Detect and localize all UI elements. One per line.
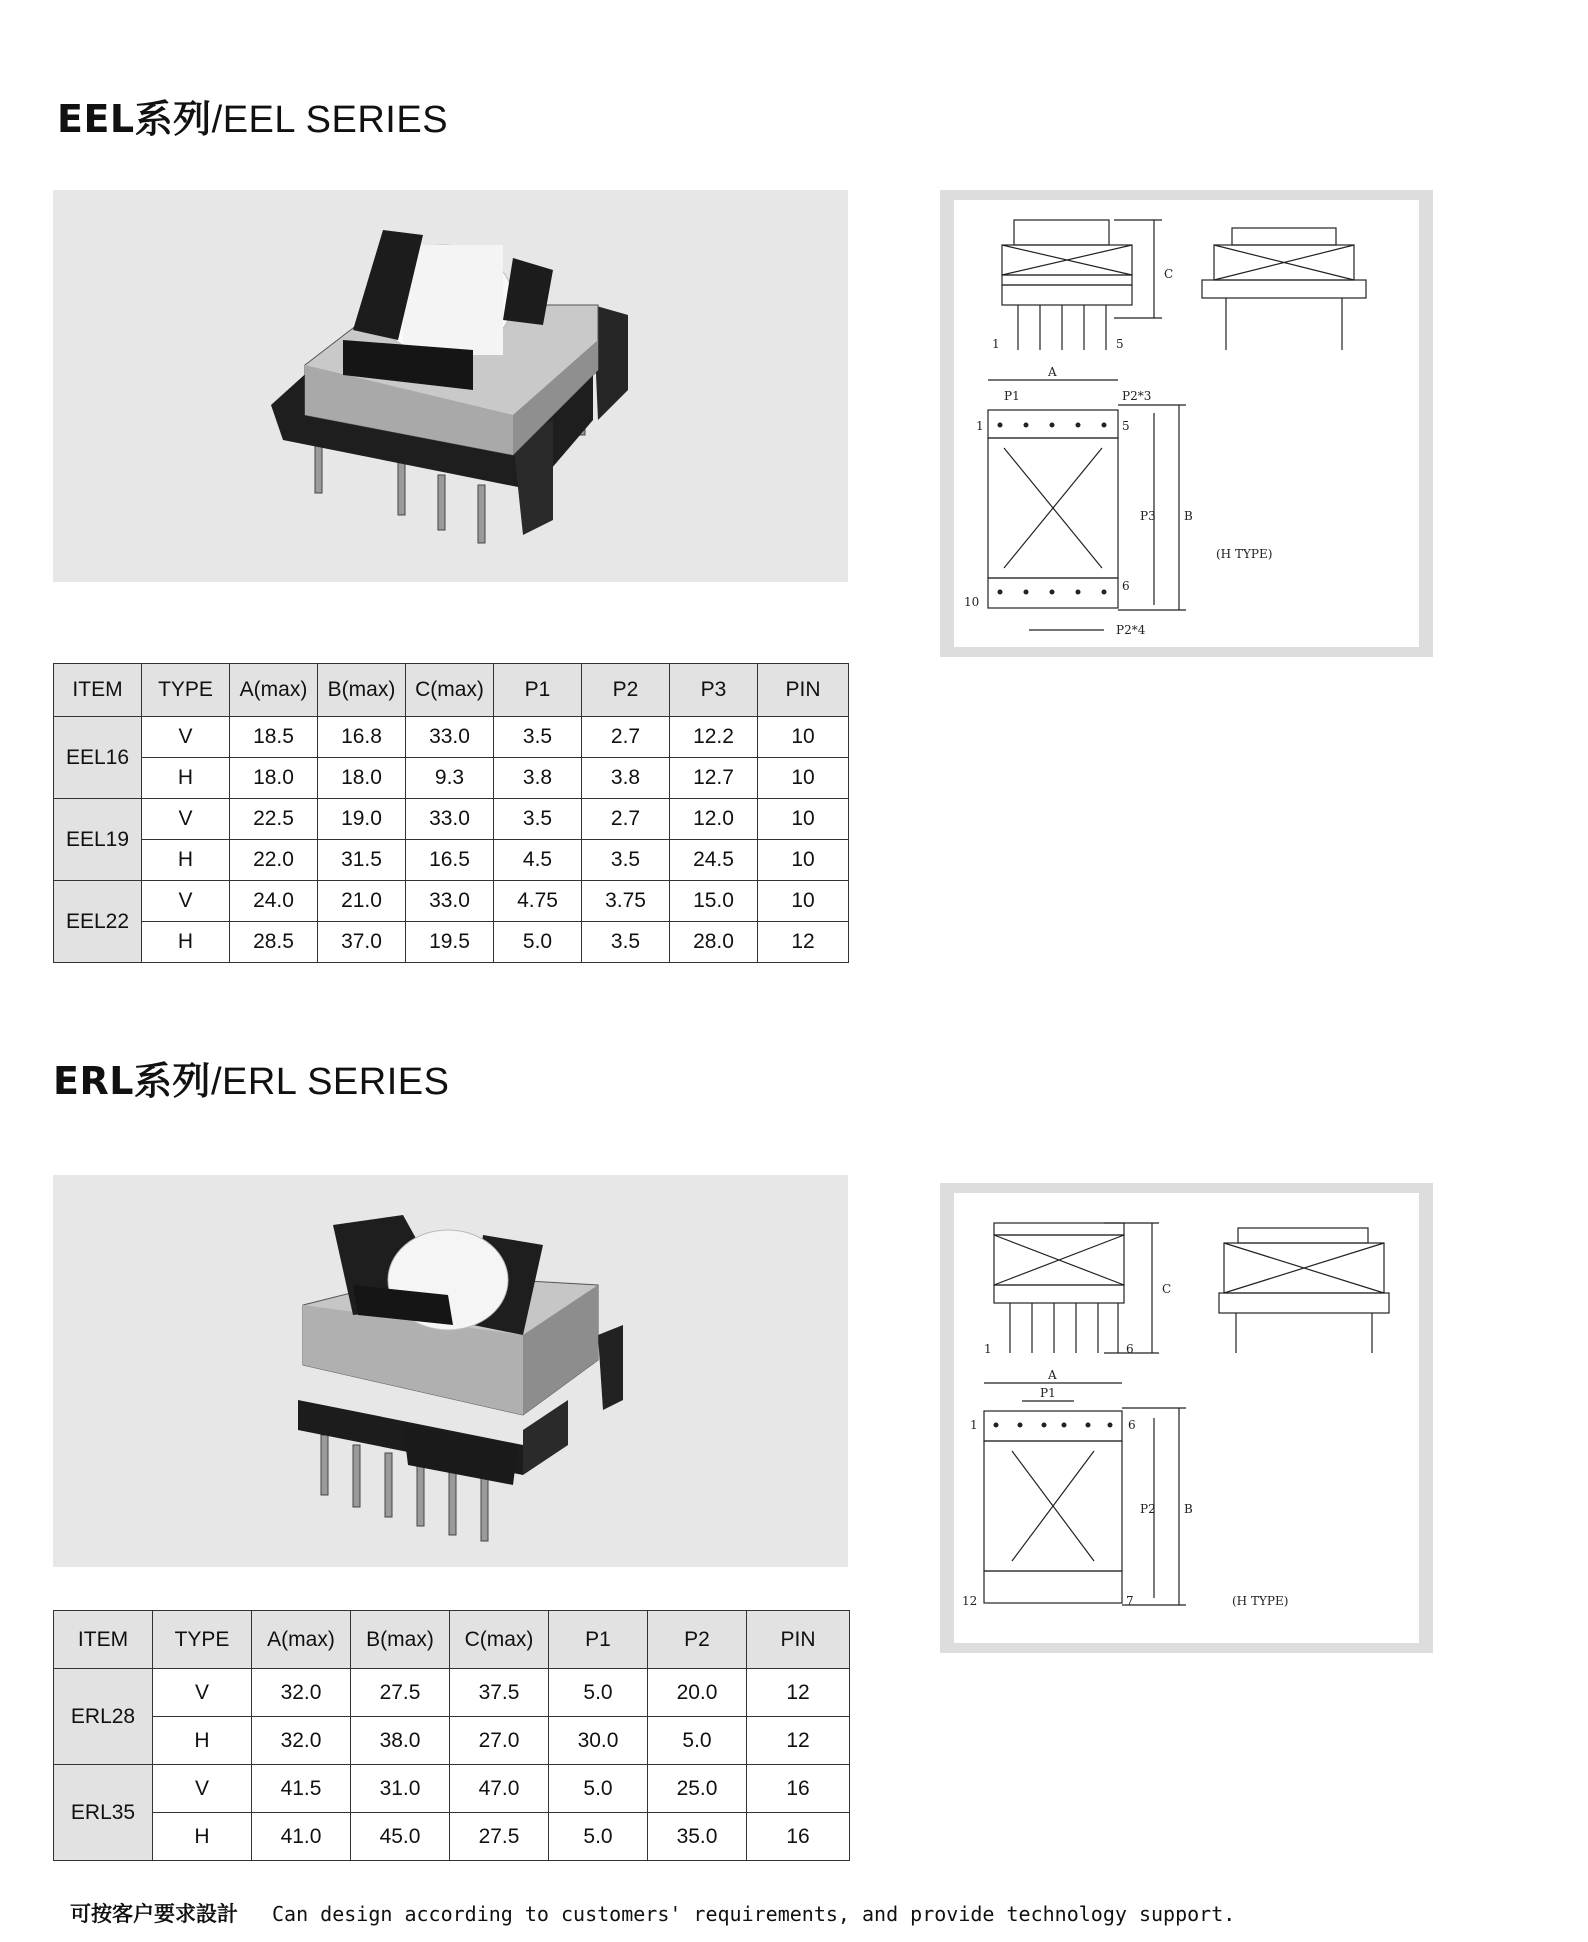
erl-label-top-pin1: 1 [984, 1342, 992, 1356]
value-cell: 3.5 [582, 840, 670, 881]
value-cell: 35.0 [648, 1813, 747, 1861]
eel-header-cell: P2 [582, 664, 670, 717]
value-cell: 18.0 [230, 758, 318, 799]
value-cell: 47.0 [450, 1765, 549, 1813]
value-cell: 37.5 [450, 1669, 549, 1717]
value-cell: 27.5 [450, 1813, 549, 1861]
value-cell: 15.0 [670, 881, 758, 922]
eel-label-top-pin1: 1 [992, 337, 1000, 351]
eel-label-c: C [1164, 267, 1174, 281]
erl-transformer-image [53, 1175, 848, 1567]
value-cell: 41.5 [252, 1765, 351, 1813]
eel-transformer-image [53, 190, 848, 582]
value-cell: 19.0 [318, 799, 406, 840]
value-cell: 16.5 [406, 840, 494, 881]
value-cell: 9.3 [406, 758, 494, 799]
table-row [54, 717, 849, 758]
type-cell: V [142, 717, 230, 758]
value-cell: 16 [747, 1765, 850, 1813]
eel-header-cell: TYPE [142, 664, 230, 717]
value-cell: 28.5 [230, 922, 318, 963]
value-cell: 3.5 [494, 799, 582, 840]
table-row [54, 840, 849, 881]
type-cell: H [142, 922, 230, 963]
value-cell: 10 [758, 881, 849, 922]
type-cell: V [153, 1765, 252, 1813]
type-cell: V [142, 881, 230, 922]
eel-label-a: A [1048, 365, 1057, 379]
eel-header-cell: B(max) [318, 664, 406, 717]
erl-header-cell: ITEM [54, 1611, 153, 1669]
erl-dimension-drawing [940, 1183, 1433, 1653]
table-row [54, 1717, 850, 1765]
value-cell: 12 [758, 922, 849, 963]
value-cell: 33.0 [406, 799, 494, 840]
value-cell: 22.0 [230, 840, 318, 881]
erl-header-cell: P2 [648, 1611, 747, 1669]
value-cell: 12 [747, 1669, 850, 1717]
value-cell: 33.0 [406, 881, 494, 922]
value-cell: 45.0 [351, 1813, 450, 1861]
value-cell: 5.0 [549, 1765, 648, 1813]
value-cell: 3.75 [582, 881, 670, 922]
erl-header-cell: PIN [747, 1611, 850, 1669]
eel-label-h-type: (H TYPE) [1216, 547, 1273, 561]
eel-header-cell: C(max) [406, 664, 494, 717]
value-cell: 5.0 [494, 922, 582, 963]
erl-title-en: /ERL SERIES [210, 1061, 450, 1103]
value-cell: 12.7 [670, 758, 758, 799]
value-cell: 2.7 [582, 799, 670, 840]
erl-label-top-pin6: 6 [1126, 1342, 1134, 1356]
value-cell: 27.5 [351, 1669, 450, 1717]
table-row [54, 758, 849, 799]
eel-label-pin5: 5 [1122, 419, 1130, 433]
erl-header-cell: TYPE [153, 1611, 252, 1669]
item-cell: ERL28 [54, 1669, 153, 1765]
table-row [54, 1669, 850, 1717]
eel-label-pin10: 10 [964, 595, 980, 609]
table-row [54, 1813, 850, 1861]
erl-label-pin12: 12 [962, 1594, 978, 1608]
erl-label-c: C [1162, 1282, 1172, 1296]
erl-title-cn: ERL系列 [53, 1059, 211, 1103]
value-cell: 4.5 [494, 840, 582, 881]
value-cell: 12.0 [670, 799, 758, 840]
eel-drawing-svg [954, 200, 1419, 647]
value-cell: 31.0 [351, 1765, 450, 1813]
type-cell: H [153, 1813, 252, 1861]
value-cell: 21.0 [318, 881, 406, 922]
erl-label-pin6: 6 [1128, 1418, 1136, 1432]
eel-header-cell: ITEM [54, 664, 142, 717]
eel-dimension-drawing [940, 190, 1433, 657]
type-cell: H [142, 840, 230, 881]
erl-header-row [54, 1611, 850, 1669]
value-cell: 18.0 [318, 758, 406, 799]
value-cell: 28.0 [670, 922, 758, 963]
value-cell: 3.5 [582, 922, 670, 963]
type-cell: H [153, 1717, 252, 1765]
erl-label-p2: P2 [1140, 1502, 1156, 1516]
value-cell: 10 [758, 717, 849, 758]
value-cell: 30.0 [549, 1717, 648, 1765]
value-cell: 27.0 [450, 1717, 549, 1765]
eel-label-b: B [1184, 509, 1193, 523]
item-cell: ERL35 [54, 1765, 153, 1861]
eel-label-pin6: 6 [1122, 579, 1130, 593]
type-cell: H [142, 758, 230, 799]
erl-series-title [53, 1050, 449, 1105]
value-cell: 37.0 [318, 922, 406, 963]
type-cell: V [153, 1669, 252, 1717]
value-cell: 5.0 [648, 1717, 747, 1765]
value-cell: 32.0 [252, 1717, 351, 1765]
value-cell: 10 [758, 758, 849, 799]
value-cell: 20.0 [648, 1669, 747, 1717]
value-cell: 32.0 [252, 1669, 351, 1717]
item-cell: EEL22 [54, 881, 142, 963]
erl-header-cell: B(max) [351, 1611, 450, 1669]
value-cell: 16.8 [318, 717, 406, 758]
erl-header-cell: C(max) [450, 1611, 549, 1669]
value-cell: 2.7 [582, 717, 670, 758]
eel-product-photo [53, 190, 848, 582]
value-cell: 19.5 [406, 922, 494, 963]
value-cell: 3.8 [582, 758, 670, 799]
table-row [54, 922, 849, 963]
value-cell: 10 [758, 840, 849, 881]
eel-header-cell: P1 [494, 664, 582, 717]
value-cell: 16 [747, 1813, 850, 1861]
erl-header-cell: A(max) [252, 1611, 351, 1669]
erl-product-photo [53, 1175, 848, 1567]
value-cell: 10 [758, 799, 849, 840]
erl-label-pin7: 7 [1126, 1594, 1134, 1608]
value-cell: 38.0 [351, 1717, 450, 1765]
eel-series-title [57, 88, 448, 143]
eel-label-p1: P1 [1004, 389, 1020, 403]
value-cell: 3.8 [494, 758, 582, 799]
eel-title-en: /EEL SERIES [211, 99, 449, 141]
table-row [54, 1765, 850, 1813]
erl-label-b: B [1184, 1502, 1193, 1516]
eel-title-cn: EEL系列 [57, 97, 212, 141]
eel-header-cell: P3 [670, 664, 758, 717]
table-row [54, 799, 849, 840]
table-row [54, 881, 849, 922]
eel-header-cell: A(max) [230, 664, 318, 717]
value-cell: 18.5 [230, 717, 318, 758]
erl-label-h-type: (H TYPE) [1232, 1594, 1289, 1608]
value-cell: 24.5 [670, 840, 758, 881]
erl-label-p1: P1 [1040, 1386, 1056, 1400]
erl-spec-table [53, 1610, 850, 1861]
value-cell: 22.5 [230, 799, 318, 840]
eel-label-pin1: 1 [976, 419, 984, 433]
value-cell: 4.75 [494, 881, 582, 922]
value-cell: 31.5 [318, 840, 406, 881]
value-cell: 3.5 [494, 717, 582, 758]
footer-note [70, 1898, 1235, 1928]
value-cell: 24.0 [230, 881, 318, 922]
eel-label-top-pin5: 5 [1116, 337, 1124, 351]
erl-header-cell: P1 [549, 1611, 648, 1669]
eel-label-p2x3: P2*3 [1122, 389, 1152, 403]
eel-spec-table [53, 663, 849, 963]
erl-drawing-svg [954, 1193, 1419, 1643]
footer-cn-text: 可按客户要求設計 [70, 1902, 238, 1926]
item-cell: EEL19 [54, 799, 142, 881]
eel-label-p2x4: P2*4 [1116, 623, 1146, 637]
eel-header-row [54, 664, 849, 717]
value-cell: 12.2 [670, 717, 758, 758]
type-cell: V [142, 799, 230, 840]
erl-label-pin1: 1 [970, 1418, 978, 1432]
eel-label-p3: P3 [1140, 509, 1156, 523]
footer-en-text: Can design according to customers' requirements, and provide technology support. [272, 1902, 1236, 1926]
erl-label-a: A [1048, 1368, 1057, 1382]
value-cell: 5.0 [549, 1813, 648, 1861]
value-cell: 5.0 [549, 1669, 648, 1717]
value-cell: 12 [747, 1717, 850, 1765]
item-cell: EEL16 [54, 717, 142, 799]
value-cell: 33.0 [406, 717, 494, 758]
value-cell: 25.0 [648, 1765, 747, 1813]
value-cell: 41.0 [252, 1813, 351, 1861]
eel-header-cell: PIN [758, 664, 849, 717]
